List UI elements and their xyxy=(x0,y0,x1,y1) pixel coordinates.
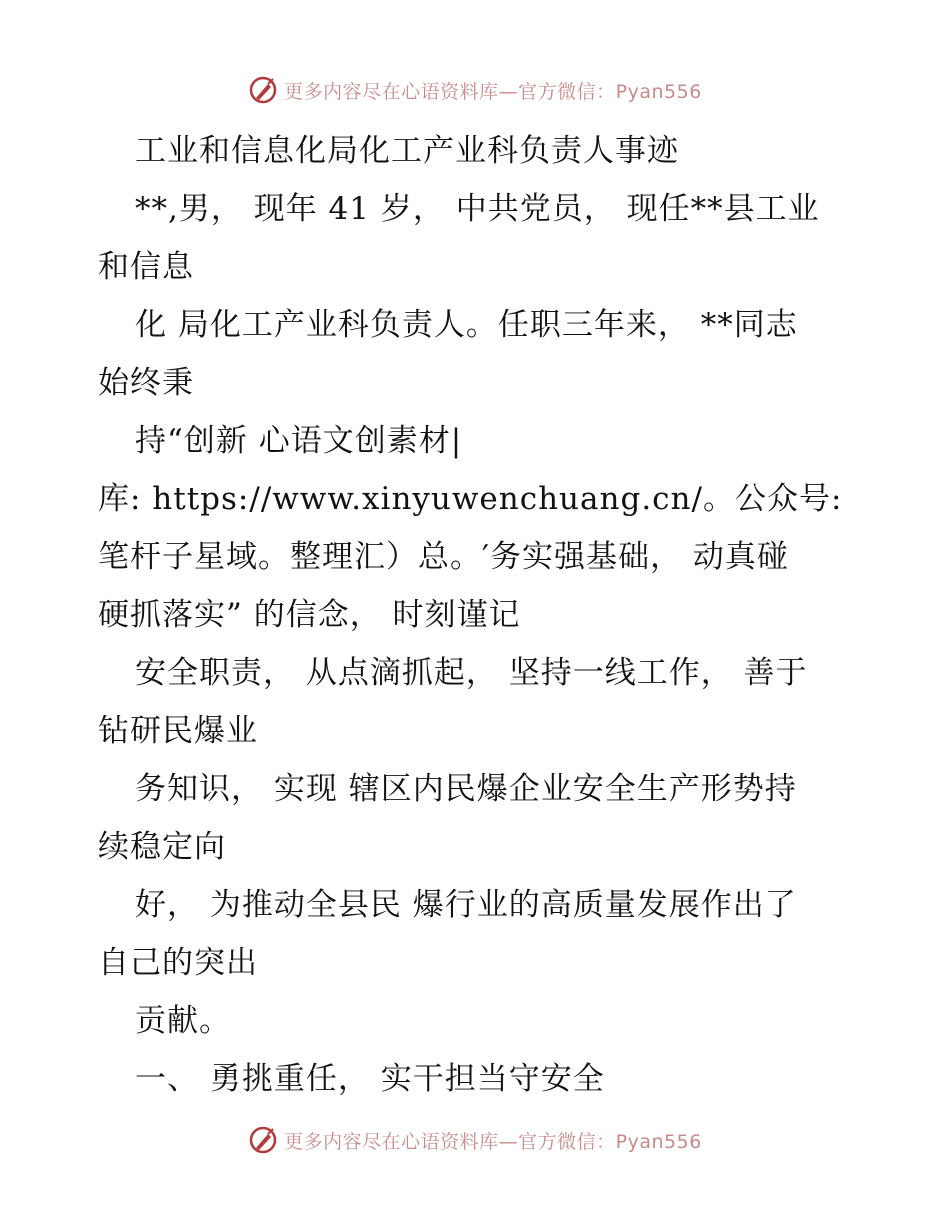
text-line: 笔杆子星域。整理汇）总。′务实强基础， 动真碰 xyxy=(98,539,789,575)
text-line: 自己的突出 xyxy=(98,945,258,981)
text-line: 安全职责， 从点滴抓起， 坚持一线工作， 善于 xyxy=(135,655,808,691)
text-line: 和信息 xyxy=(98,249,194,285)
footer-watermark-text: 更多内容尽在心语资料库—官方微信：Pyan556 xyxy=(284,1130,702,1153)
header-watermark-banner xyxy=(0,70,950,110)
document-body xyxy=(98,122,843,1108)
text-line: 钻研民爆业 xyxy=(98,713,258,749)
text-line: 好， 为推动全县民 爆行业的高质量发展作出了 xyxy=(135,887,797,923)
quill-logo-icon xyxy=(248,1125,278,1155)
header-watermark-text: 更多内容尽在心语资料库—官方微信：Pyan556 xyxy=(284,80,702,103)
text-line-url: 库: https://www.xinyuwenchuang.cn/。公众号: xyxy=(98,481,843,517)
text-line: **,男， 现年 41 岁， 中共党员， 现任**县工业 xyxy=(135,191,820,227)
section-heading: 一、 勇挑重任， 实干担当守安全 xyxy=(135,1061,605,1097)
text-line: 贡献。 xyxy=(135,1003,231,1039)
quill-logo-icon xyxy=(248,75,278,105)
text-line: 硬抓落实” 的信念， 时刻谨记 xyxy=(98,597,521,633)
document-title: 工业和信息化局化工产业科负责人事迹 xyxy=(135,133,679,169)
text-line: 务知识， 实现 辖区内民爆企业安全生产形势持 xyxy=(135,771,797,807)
footer-watermark-banner xyxy=(0,1120,950,1160)
text-line: 化 局化工产业科负责人。任职三年来， **同志 xyxy=(135,307,798,343)
text-line: 续稳定向 xyxy=(98,829,226,865)
text-line: 始终秉 xyxy=(98,365,194,401)
text-line: 持“创新 心语文创素材| xyxy=(135,423,463,459)
